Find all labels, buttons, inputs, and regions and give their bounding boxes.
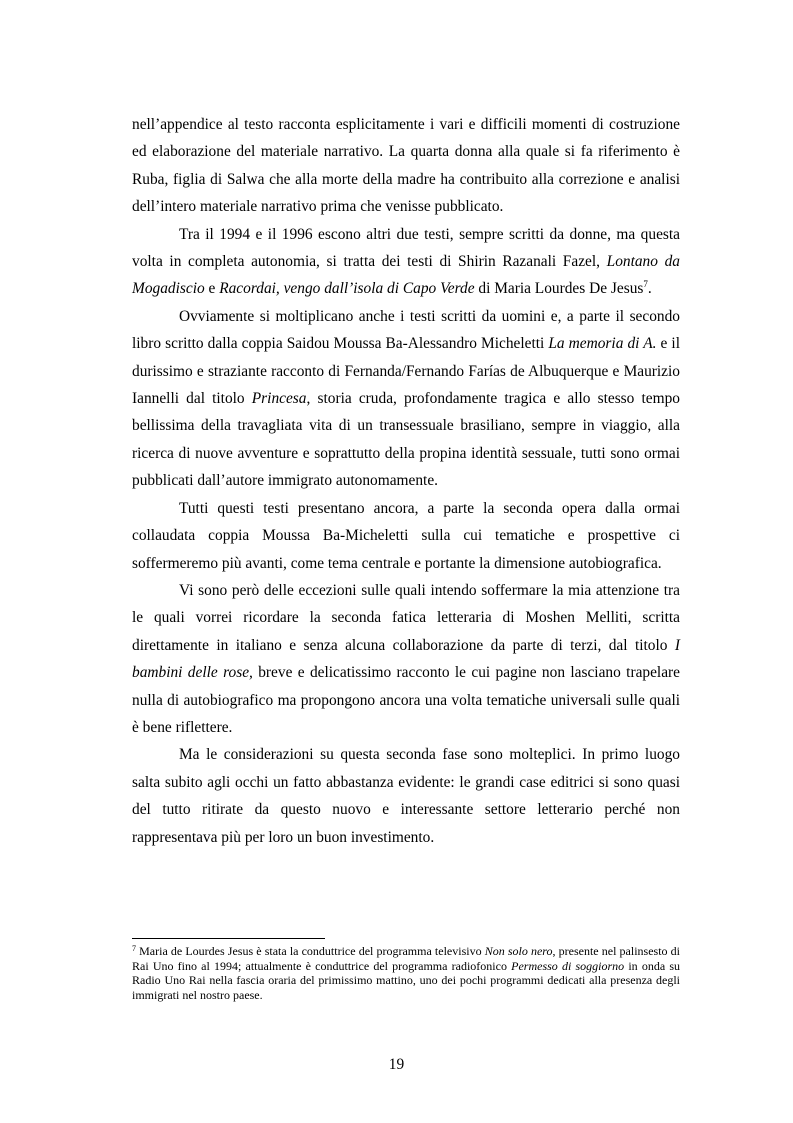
footnote-separator bbox=[132, 938, 325, 939]
text-run: . bbox=[647, 280, 652, 298]
text-run: Maria de Lourdes Jesus è stata la conduttrice del programma televisivo bbox=[136, 944, 485, 958]
italic-title: La memoria di A. bbox=[548, 335, 657, 353]
text-run: e bbox=[204, 280, 220, 298]
paragraph bbox=[132, 741, 680, 851]
text-run: in onda su Radio Uno Rai nella fascia oraria del primissimo mattino, uno dei pochi programmi dedicati alla presenza degli immigrati nel nostro paese. bbox=[132, 958, 680, 1002]
paragraph bbox=[132, 577, 680, 741]
text-run: nell’appendice al testo racconta esplicitamente i vari e difficili momenti di costruzione ed elaborazione del materiale narrativo. La quarta donna alla quale si fa riferimento è Ruba, figlia di Salwa che alla morte della madre ha contribuito alla correzione e analisi dell’intero materiale narrativo prima che venisse pubblicato. bbox=[132, 116, 680, 216]
text-run: Tutti questi testi presentano ancora, a parte la seconda opera dalla ormai collaudata coppia Moussa Ba-Micheletti sulla cui tematiche e prospettive ci soffermeremo più avanti, come tema centrale e portante la dimensione autobiografica. bbox=[132, 499, 680, 572]
italic-title: Non solo nero bbox=[484, 944, 553, 958]
text-run: di Maria Lourdes De Jesus bbox=[474, 280, 644, 298]
text-run: , presente nel palinsesto di Rai Uno fino al 1994; attualmente è conduttrice del programma radiofonico bbox=[132, 944, 680, 973]
text-run: Tra il 1994 e il 1996 escono altri due testi, sempre scritti da donne, ma questa volta in completa autonomia, si tratta dei testi di Shirin Razanali Fazel, bbox=[132, 225, 680, 271]
italic-title: Racordai, vengo dall’isola di Capo Verde bbox=[219, 280, 475, 298]
footnote bbox=[132, 944, 680, 1002]
italic-title: Princesa bbox=[251, 390, 307, 408]
text-run: Ovviamente si moltiplicano anche i testi scritti da uomini e, a parte il secondo libro scritto dalla coppia Saidou Moussa Ba-Alessandro Micheletti bbox=[132, 307, 680, 353]
text-run: e il durissimo e straziante racconto di Fernanda/Fernando Farías de Albuquerque e Maurizio Iannelli dal titolo bbox=[132, 335, 680, 408]
paragraph bbox=[132, 221, 680, 303]
footnote-reference: 7 bbox=[643, 279, 648, 290]
text-run: breve e delicatissimo racconto le cui pagine non lasciano trapelare nulla di autobiografico ma propongono ancora una volta tematiche universali sulle quali è bene riflettere. bbox=[132, 664, 680, 736]
text-run: Ma le considerazioni su questa seconda fase sono molteplici. In primo luogo salta subito agli occhi un fatto abbastanza evidente: le grandi case editrici si sono quasi del tutto ritirate da questo nuovo e interessante settore letterario perché non rappresentava più per loro un buon investimento. bbox=[132, 746, 680, 846]
paragraph bbox=[132, 303, 680, 495]
footnote-reference: 7 bbox=[132, 944, 136, 953]
italic-title: Permesso di soggiorno bbox=[511, 958, 625, 973]
footnote-text bbox=[132, 944, 680, 1002]
text-run: Vi sono però delle eccezioni sulle quali intendo soffermare la mia attenzione tra le quali vorrei ricordare la seconda fatica letteraria di Moshen Melliti, scritta direttamente in italiano e senza alcuna collaborazione da parte di terzi, dal titolo bbox=[132, 581, 680, 654]
page-number: 19 bbox=[388, 1056, 405, 1073]
text-run: , storia cruda, profondamente tragica e allo stesso tempo bellissima della travagliata vita di un transessuale brasiliano, sempre in viaggio, alla ricerca di nuove avventure e soprattutto della propina identità sessuale, tutti sono ormai pubblicati dall’autore immigrato autonomamente. bbox=[132, 390, 680, 490]
italic-title: I bambini delle rose, bbox=[132, 636, 680, 682]
body-text bbox=[132, 111, 680, 851]
paragraph bbox=[132, 495, 680, 577]
italic-title: Lontano da Mogadiscio bbox=[132, 253, 680, 298]
paragraph bbox=[132, 111, 680, 221]
